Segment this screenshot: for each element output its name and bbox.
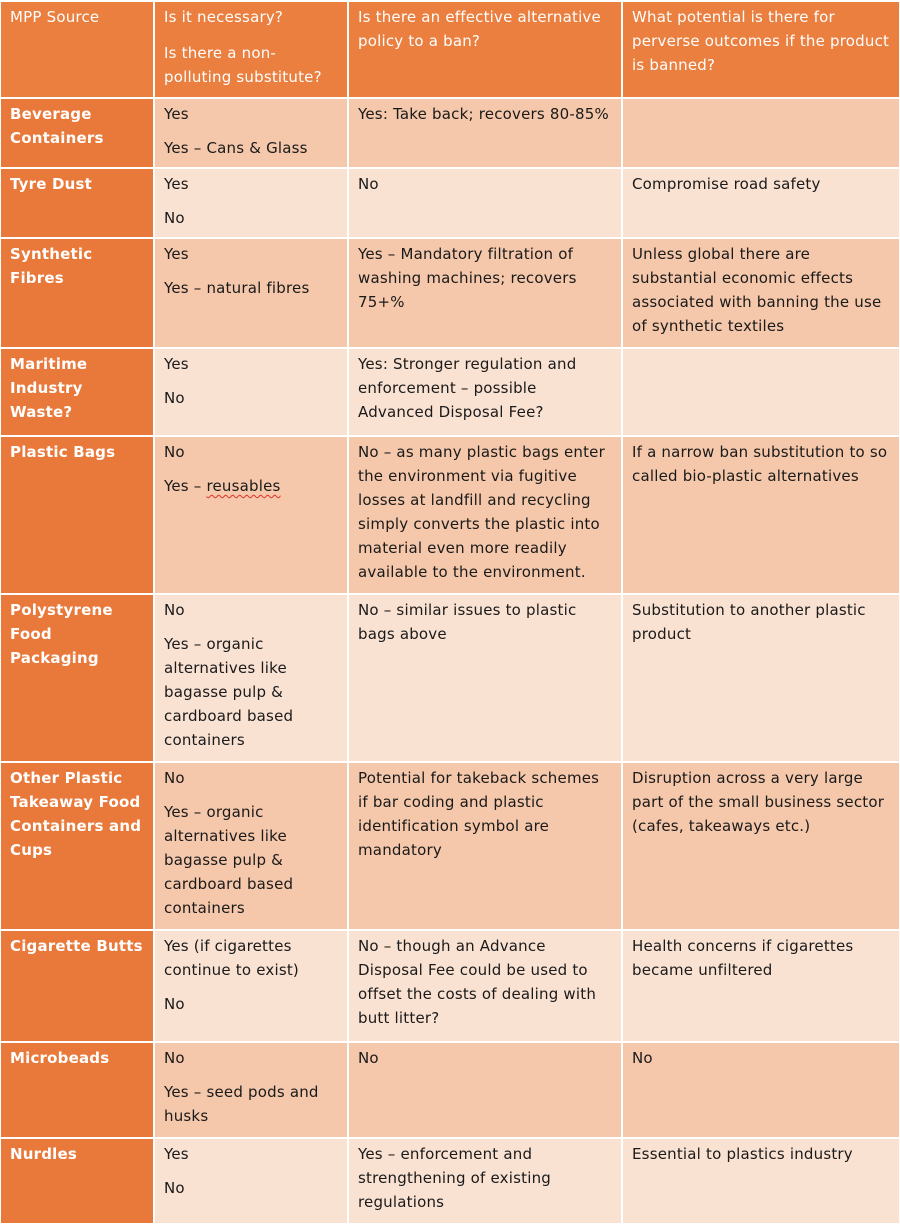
header-alternative-policy	[349, 2, 621, 97]
alternative-cell: No – though an Advance Disposal Fee could be used to offset the costs of dealing with butt litter?	[349, 931, 621, 1041]
necessary-cell	[155, 931, 347, 1041]
alternative-cell: Potential for takeback schemes if bar coding and plastic identification symbol are mandatory	[349, 763, 621, 929]
table-row	[1, 1043, 899, 1137]
necessary-text: Yes (if cigarettes continue to exist)	[164, 937, 299, 979]
perverse-cell: If a narrow ban substitution to so called bio-plastic alternatives	[623, 437, 899, 593]
substitute-text: Yes – natural fibres	[164, 279, 310, 297]
necessary-cell	[155, 437, 347, 593]
necessary-cell	[155, 595, 347, 761]
source-cell: Plastic Bags	[1, 437, 153, 593]
perverse-cell: Health concerns if cigarettes became unfiltered	[623, 931, 899, 1041]
perverse-cell: Substitution to another plastic product	[623, 595, 899, 761]
necessary-cell	[155, 1139, 347, 1223]
necessary-cell	[155, 349, 347, 435]
substitute-text: Yes – seed pods and husks	[164, 1083, 319, 1125]
substitute-prefix: Yes –	[164, 477, 207, 495]
necessary-cell	[155, 99, 347, 167]
substitute-text: Yes – organic alternatives like bagasse pulp & cardboard based containers	[164, 635, 294, 749]
necessary-cell	[155, 763, 347, 929]
substitute-text: Yes – organic alternatives like bagasse pulp & cardboard based containers	[164, 803, 294, 917]
necessary-text: Yes	[164, 355, 189, 373]
header-mpp-source	[1, 2, 153, 97]
substitute-text: No	[164, 1179, 185, 1197]
table-row	[1, 349, 899, 435]
header-label: What potential is there for perverse outcomes if the product is banned?	[632, 8, 890, 74]
necessary-text: Yes	[164, 105, 189, 123]
header-row	[1, 2, 899, 97]
header-necessary-substitute	[155, 2, 347, 97]
substitute-text	[164, 474, 339, 498]
necessary-text: Yes	[164, 1145, 189, 1163]
source-cell: Polystyrene Food Packaging	[1, 595, 153, 761]
source-cell: Synthetic Fibres	[1, 239, 153, 347]
alternative-cell: Yes – Mandatory filtration of washing machines; recovers 75+%	[349, 239, 621, 347]
header-label: Is there an effective alternative policy to a ban?	[358, 8, 601, 50]
alternative-cell: Yes: Take back; recovers 80-85%	[349, 99, 621, 167]
necessary-text: Yes	[164, 245, 189, 263]
necessary-text: No	[164, 443, 185, 461]
source-cell: Microbeads	[1, 1043, 153, 1137]
table-row	[1, 169, 899, 237]
table-row	[1, 931, 899, 1041]
source-cell: Other Plastic Takeaway Food Containers and Cups	[1, 763, 153, 929]
alternative-cell: No – similar issues to plastic bags above	[349, 595, 621, 761]
substitute-text: No	[164, 995, 185, 1013]
source-cell: Cigarette Butts	[1, 931, 153, 1041]
alternative-cell: No	[349, 169, 621, 237]
perverse-cell: No	[623, 1043, 899, 1137]
necessary-text: No	[164, 601, 185, 619]
table-row	[1, 595, 899, 761]
perverse-cell: Disruption across a very large part of the small business sector (cafes, takeaways etc.)	[623, 763, 899, 929]
source-cell: Nurdles	[1, 1139, 153, 1223]
spellcheck-flagged-word: reusables	[206, 477, 281, 495]
alternative-cell: Yes – enforcement and strengthening of existing regulations	[349, 1139, 621, 1223]
header-label: Is there a non-polluting substitute?	[164, 44, 322, 86]
table-row	[1, 437, 899, 593]
table-row	[1, 1139, 899, 1223]
necessary-text: No	[164, 769, 185, 787]
perverse-cell	[623, 99, 899, 167]
alternative-cell: Yes: Stronger regulation and enforcement – possible Advanced Disposal Fee?	[349, 349, 621, 435]
alternative-cell: No	[349, 1043, 621, 1137]
perverse-cell	[623, 349, 899, 435]
header-label: MPP Source	[10, 8, 100, 26]
header-perverse-outcomes	[623, 2, 899, 97]
necessary-cell	[155, 1043, 347, 1137]
necessary-text: No	[164, 1049, 185, 1067]
perverse-cell: Essential to plastics industry	[623, 1139, 899, 1223]
necessary-cell	[155, 169, 347, 237]
header-label: Is it necessary?	[164, 8, 284, 26]
source-cell: Beverage Containers	[1, 99, 153, 167]
table-row	[1, 99, 899, 167]
perverse-cell: Unless global there are substantial economic effects associated with banning the use of synthetic textiles	[623, 239, 899, 347]
necessary-text: Yes	[164, 175, 189, 193]
alternative-cell: No – as many plastic bags enter the environment via fugitive losses at landfill and recycling simply converts the plastic into material even more readily available to the environment.	[349, 437, 621, 593]
substitute-text: Yes – Cans & Glass	[164, 139, 308, 157]
source-cell: Maritime Industry Waste?	[1, 349, 153, 435]
necessary-cell	[155, 239, 347, 347]
table-row	[1, 763, 899, 929]
table-row	[1, 239, 899, 347]
substitute-text: No	[164, 389, 185, 407]
source-cell: Tyre Dust	[1, 169, 153, 237]
perverse-cell: Compromise road safety	[623, 169, 899, 237]
substitute-text: No	[164, 209, 185, 227]
